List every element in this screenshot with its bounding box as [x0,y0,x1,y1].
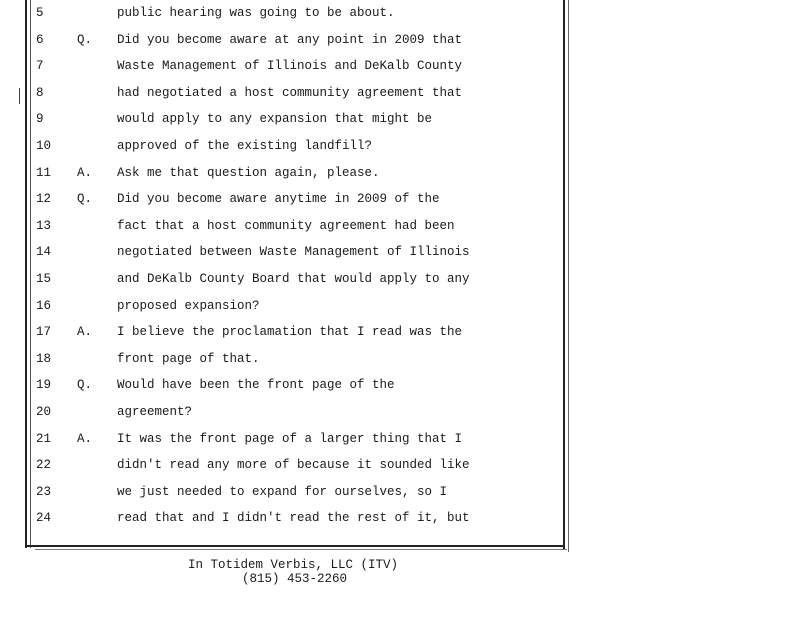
line-text: It was the front page of a larger thing that I [117,431,463,446]
line-text: negotiated between Waste Management of Illinois [117,245,470,260]
page-border-bottom [25,545,565,547]
line-text: proposed expansion? [117,298,260,313]
line-number: 14 [36,245,52,260]
line-text: had negotiated a host community agreement that [117,85,463,100]
line-number: 9 [36,112,44,127]
line-text: fact that a host community agreement had been [117,218,455,233]
footer-phone: (815) 453-2260 [242,572,348,586]
line-text: read that and I didn't read the rest of it, but [117,511,470,526]
speaker-label: Q. [77,32,93,47]
line-text: agreement? [117,405,193,419]
line-number: 5 [36,6,44,20]
page-border-bottom-shadow [35,549,567,550]
line-number: 18 [36,351,52,366]
line-number: 21 [36,431,52,446]
line-number: 16 [36,298,52,313]
speaker-label: A. [77,165,93,180]
line-text: I believe the proclamation that I read was the [117,325,463,340]
line-text: and DeKalb County Board that would apply to any [117,272,470,286]
line-text: front page of that. [117,351,260,366]
line-text: would apply to any expansion that might be [117,112,433,127]
line-text: Ask me that question again, please. [117,165,380,180]
line-text: didn't read any more of because it sounded like [117,458,470,473]
line-number: 19 [36,378,52,393]
line-number: 8 [36,85,44,100]
page-border-right-inner [568,0,569,552]
line-text: Did you become aware anytime in 2009 of the [117,192,440,207]
line-number: 6 [36,32,44,47]
line-number: 23 [36,484,52,499]
page-border-left [25,0,27,548]
line-number: 24 [36,511,52,526]
speaker-label: Q. [77,192,93,207]
line-number: 15 [36,272,52,286]
line-text: Waste Management of Illinois and DeKalb County [117,59,463,74]
line-number: 11 [36,165,52,180]
line-text: we just needed to expand for ourselves, so I [117,484,448,499]
line-text: Did you become aware at any point in 2009 that [117,32,463,47]
line-number: 12 [36,192,52,207]
page-border-right [563,0,565,550]
line-number: 7 [36,59,44,74]
line-number: 13 [36,218,52,233]
speaker-label: A. [77,325,93,340]
speaker-label: A. [77,431,93,446]
line-number: 10 [36,139,52,153]
footer-company: In Totidem Verbis, LLC (ITV) [188,558,399,572]
line-number: 22 [36,458,52,473]
line-number: 20 [36,405,52,419]
line-text: approved of the existing landfill? [117,139,373,153]
line-text: public hearing was going to be about. [117,6,395,20]
speaker-label: Q. [77,378,93,393]
page-border-left-inner [30,0,31,548]
line-number: 17 [36,325,52,340]
line-text: Would have been the front page of the [117,378,395,393]
margin-mark [19,88,20,104]
